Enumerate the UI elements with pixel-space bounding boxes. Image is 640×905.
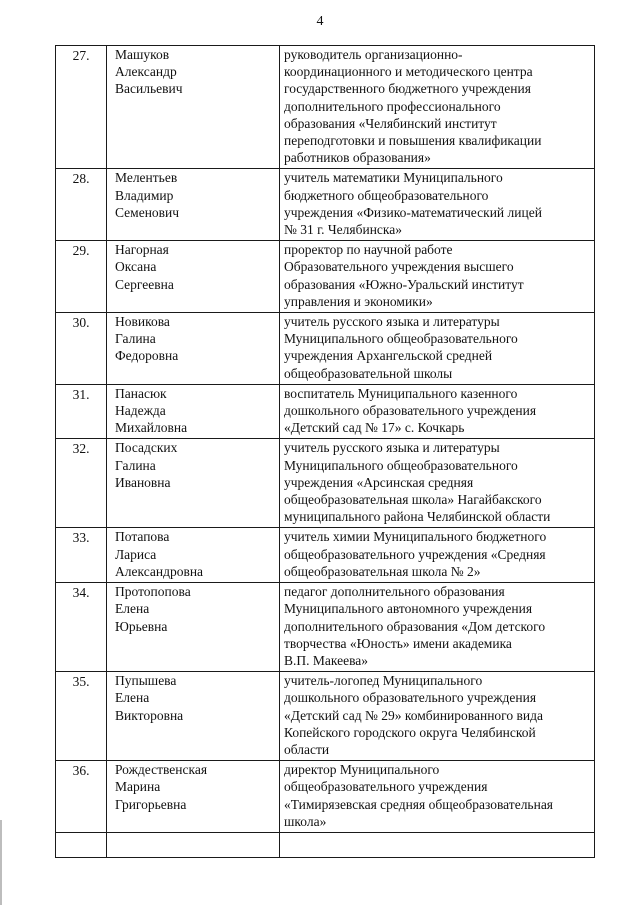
row-number: 33. [56, 528, 107, 583]
description-line: «Детский сад № 29» комбинированного вида [284, 707, 543, 723]
description-line: учитель-логопед Муниципального [284, 673, 483, 689]
description-line: учитель русского языка и литературы [284, 440, 500, 456]
person-name [107, 241, 280, 313]
name-line: Михайловна [115, 420, 188, 436]
description-line: координационного и методического центра [284, 64, 533, 80]
description-line: Муниципального автономного учреждения [284, 601, 533, 617]
position-description [280, 583, 595, 672]
description-line: общеобразовательного учреждения [284, 779, 488, 795]
description-line: дополнительного образования «Дом детского [284, 618, 546, 634]
table-row [56, 169, 595, 241]
name-line: Ивановна [115, 474, 171, 490]
name-line: Пупышева [115, 673, 177, 689]
description-line: Муниципального общеобразовательного [284, 457, 518, 473]
person-name [107, 583, 280, 672]
description-line: общеобразовательной школы [284, 365, 453, 381]
row-number: 28. [56, 169, 107, 241]
empty-cell [107, 832, 280, 857]
name-line: Григорьевна [115, 796, 187, 812]
person-name [107, 169, 280, 241]
position-description [280, 528, 595, 583]
table-row [56, 384, 595, 439]
row-number: 30. [56, 313, 107, 385]
name-line: Александровна [115, 563, 204, 579]
members-table-body [56, 46, 595, 858]
name-line: Васильевич [115, 81, 183, 97]
name-line: Марина [115, 779, 161, 795]
description-line: учреждения Архангельской средней [284, 348, 493, 364]
description-line: переподготовки и повышения квалификации [284, 133, 542, 149]
description-line: учитель химии Муниципального бюджетного [284, 529, 547, 545]
row-number: 29. [56, 241, 107, 313]
row-number: 31. [56, 384, 107, 439]
position-description [280, 241, 595, 313]
name-line: Юрьевна [115, 618, 168, 634]
description-line: муниципального района Челябинской области [284, 509, 551, 525]
description-line: работников образования» [284, 150, 431, 166]
position-description [280, 46, 595, 169]
description-line: «Тимирязевская средняя общеобразовательная [284, 796, 554, 812]
empty-cell [56, 832, 107, 857]
row-number: 34. [56, 583, 107, 672]
name-line: Владимир [115, 187, 174, 203]
name-line: Машуков [115, 47, 170, 62]
description-line: проректор по научной работе [284, 242, 453, 258]
description-line: учреждения «Арсинская средняя [284, 474, 474, 490]
page-number: 4 [316, 14, 324, 29]
person-name [107, 761, 280, 833]
name-line: Лариса [115, 546, 157, 562]
description-line: творчества «Юность» имени академика [284, 635, 512, 651]
description-line: дошкольного образовательного учреждения [284, 690, 537, 706]
person-name [107, 313, 280, 385]
table-row [56, 761, 595, 833]
position-description [280, 761, 595, 833]
empty-table-row [56, 832, 595, 857]
description-line: области [284, 741, 330, 757]
name-line: Сергеевна [115, 276, 174, 292]
description-line: управления и экономики» [284, 293, 433, 309]
description-line: бюджетного общеобразовательного [284, 187, 489, 203]
description-line: дошкольного образовательного учреждения [284, 403, 537, 419]
position-description [280, 169, 595, 241]
description-line: школа» [284, 813, 327, 829]
position-description [280, 384, 595, 439]
table-row [56, 672, 595, 761]
person-name [107, 46, 280, 169]
description-line: руководитель организационно- [284, 47, 463, 62]
description-line: образования «Южно-Уральский институт [284, 276, 524, 292]
scan-margin-line [0, 820, 2, 905]
description-line: воспитатель Муниципального казенного [284, 385, 518, 401]
name-line: Галина [115, 331, 156, 347]
description-line: учреждения «Физико-математический лицей [284, 204, 542, 220]
table-row [56, 528, 595, 583]
name-line: Протопопова [115, 584, 191, 600]
description-line: «Детский сад № 17» с. Кочкарь [284, 420, 465, 436]
members-table [55, 45, 595, 858]
table-row [56, 241, 595, 313]
name-line: Викторовна [115, 707, 184, 723]
description-line: директор Муниципального [284, 762, 440, 778]
name-line: Александр [115, 64, 177, 80]
name-line: Галина [115, 457, 156, 473]
position-description [280, 313, 595, 385]
name-line: Рождественская [115, 762, 208, 778]
name-line: Новикова [115, 314, 170, 330]
name-line: Надежда [115, 403, 166, 419]
row-number: 35. [56, 672, 107, 761]
row-number: 36. [56, 761, 107, 833]
description-line: В.П. Макеева» [284, 652, 369, 668]
description-line: Муниципального общеобразовательного [284, 331, 518, 347]
name-line: Потапова [115, 529, 170, 545]
description-line: общеобразовательная школа № 2» [284, 563, 481, 579]
name-line: Семенович [115, 204, 180, 220]
description-line: № 31 г. Челябинска» [284, 222, 403, 238]
description-line: общеобразовательная школа» Нагайбакского [284, 492, 542, 508]
position-description [280, 672, 595, 761]
description-line: образования «Челябинский институт [284, 115, 497, 131]
description-line: Копейского городского округа Челябинской [284, 724, 536, 740]
table-row [56, 439, 595, 528]
person-name [107, 384, 280, 439]
description-line: Образовательного учреждения высшего [284, 259, 514, 275]
name-line: Елена [115, 601, 150, 617]
table-row [56, 583, 595, 672]
name-line: Посадских [115, 440, 178, 456]
position-description [280, 439, 595, 528]
description-line: общеобразовательного учреждения «Средняя [284, 546, 546, 562]
description-line: дополнительного профессионального [284, 98, 501, 114]
name-line: Елена [115, 690, 150, 706]
name-line: Оксана [115, 259, 157, 275]
description-line: учитель математики Муниципального [284, 170, 503, 186]
description-line: государственного бюджетного учреждения [284, 81, 531, 97]
table-row [56, 313, 595, 385]
description-line: учитель русского языка и литературы [284, 314, 500, 330]
name-line: Федоровна [115, 348, 179, 364]
empty-cell [280, 832, 595, 857]
person-name [107, 672, 280, 761]
table-row [56, 46, 595, 169]
person-name [107, 528, 280, 583]
name-line: Нагорная [115, 242, 169, 258]
row-number: 27. [56, 46, 107, 169]
name-line: Панасюк [115, 385, 167, 401]
row-number: 32. [56, 439, 107, 528]
name-line: Мелентьев [115, 170, 178, 186]
person-name [107, 439, 280, 528]
description-line: педагог дополнительного образования [284, 584, 505, 600]
